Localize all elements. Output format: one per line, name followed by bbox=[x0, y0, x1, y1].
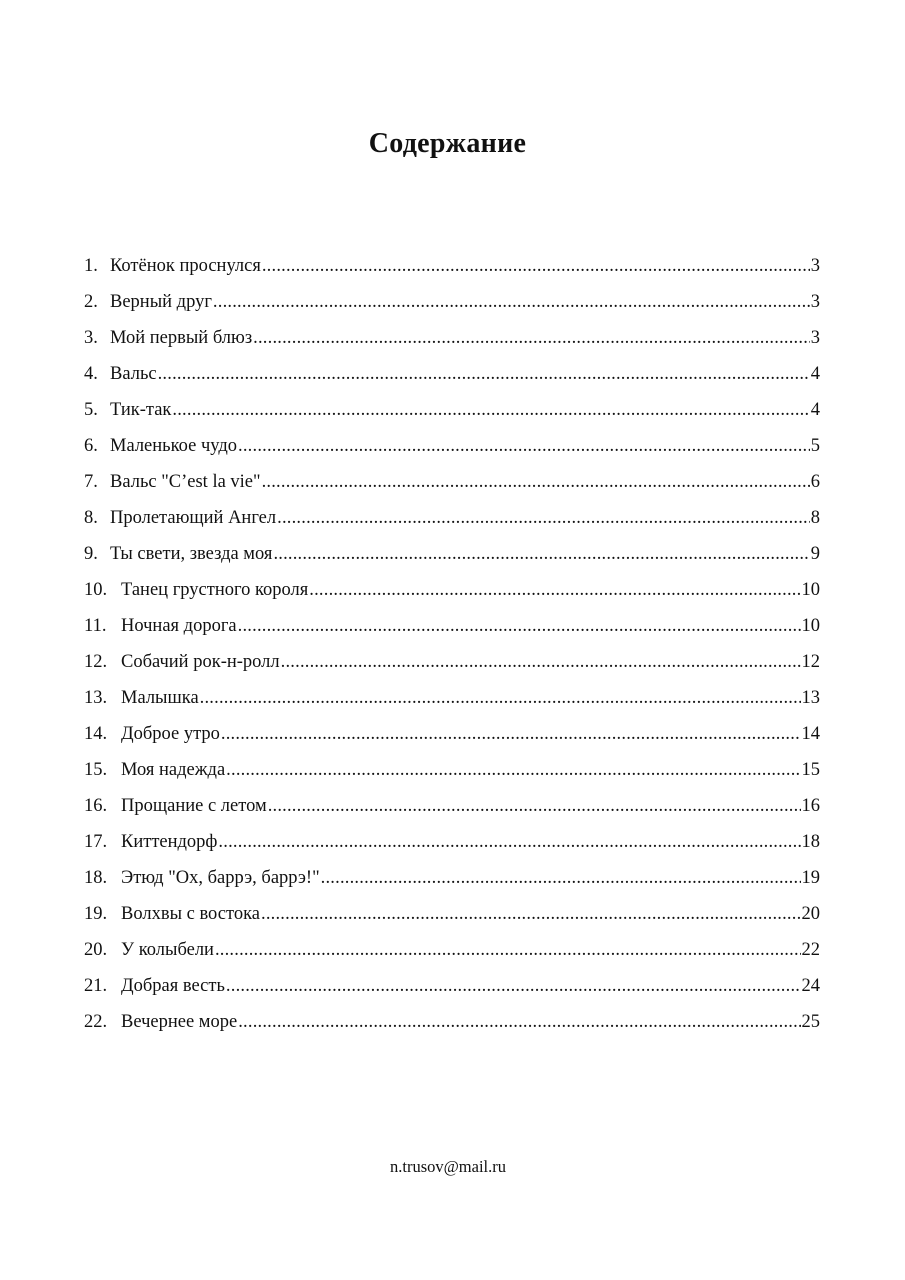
toc-entry-number: 21. bbox=[84, 976, 108, 996]
toc-entry-title: Волхвы с востока bbox=[121, 904, 260, 924]
toc-entry-number: 4. bbox=[84, 364, 98, 384]
toc-entry[interactable] bbox=[84, 828, 820, 864]
toc-entry[interactable] bbox=[84, 432, 820, 468]
toc-dot-leader bbox=[226, 972, 801, 1000]
toc-entry[interactable] bbox=[84, 648, 820, 684]
toc-entry-title: Моя надежда bbox=[121, 760, 226, 780]
toc-entry-page: 9 bbox=[810, 544, 820, 564]
footer-email: n.trusov@mail.ru bbox=[389, 1157, 506, 1176]
toc-dot-leader bbox=[262, 468, 810, 496]
toc-entry[interactable] bbox=[84, 468, 820, 504]
toc-entry-page: 10 bbox=[801, 580, 820, 600]
toc-dot-leader bbox=[200, 684, 801, 712]
toc-dot-leader bbox=[281, 648, 801, 676]
toc-entry-page: 24 bbox=[801, 976, 820, 996]
toc-entry-page: 10 bbox=[801, 616, 820, 636]
toc-dot-leader bbox=[218, 828, 800, 856]
toc-dot-leader bbox=[268, 792, 801, 820]
toc-dot-leader bbox=[238, 1008, 800, 1036]
toc-entry-title: Добрая весть bbox=[121, 976, 225, 996]
toc-entry-number: 22. bbox=[84, 1012, 108, 1032]
toc-entry[interactable] bbox=[84, 504, 820, 540]
toc-entry-number: 20. bbox=[84, 940, 108, 960]
toc-entry-title: Ночная дорога bbox=[121, 616, 237, 636]
toc-entry-title: Котёнок проснулся bbox=[110, 256, 261, 276]
toc-entry-number: 2. bbox=[84, 292, 98, 312]
toc-entry-page: 3 bbox=[810, 328, 820, 348]
toc-dot-leader bbox=[172, 396, 809, 424]
toc-dot-leader bbox=[262, 252, 810, 280]
toc-dot-leader bbox=[277, 504, 810, 532]
toc-dot-leader bbox=[238, 612, 801, 640]
toc-entry-number: 12. bbox=[84, 652, 108, 672]
toc-entry-page: 25 bbox=[801, 1012, 820, 1032]
toc-dot-leader bbox=[321, 864, 801, 892]
toc-entry[interactable] bbox=[84, 612, 820, 648]
toc-entry-title: Танец грустного короля bbox=[121, 580, 309, 600]
toc-entry-page: 16 bbox=[801, 796, 820, 816]
toc-entry-number: 14. bbox=[84, 724, 108, 744]
toc-entry-title: Маленькое чудо bbox=[110, 436, 238, 456]
toc-entry[interactable] bbox=[84, 900, 820, 936]
toc-entry[interactable] bbox=[84, 360, 820, 396]
toc-dot-leader bbox=[226, 756, 800, 784]
toc-entry-page: 20 bbox=[801, 904, 820, 924]
toc-dot-leader bbox=[273, 540, 809, 568]
toc-entry-number: 17. bbox=[84, 832, 108, 852]
toc-entry-title: Ты свети, звезда моя bbox=[110, 544, 273, 564]
toc-entry-title: Вечернее море bbox=[121, 1012, 238, 1032]
toc-entry-number: 1. bbox=[84, 256, 98, 276]
toc-entry-number: 5. bbox=[84, 400, 98, 420]
toc-dot-leader bbox=[238, 432, 810, 460]
toc-entry-page: 4 bbox=[810, 400, 820, 420]
toc-entry-number: 19. bbox=[84, 904, 108, 924]
toc-entry-page: 6 bbox=[810, 472, 820, 492]
toc-entry-number: 15. bbox=[84, 760, 108, 780]
toc-entry-page: 18 bbox=[801, 832, 820, 852]
toc-entry-number: 11. bbox=[84, 616, 107, 636]
toc-entry[interactable] bbox=[84, 684, 820, 720]
toc-entry-page: 8 bbox=[810, 508, 820, 528]
toc-entry-title: Киттендорф bbox=[121, 832, 218, 852]
toc-entry-page: 4 bbox=[810, 364, 820, 384]
toc-dot-leader bbox=[221, 720, 801, 748]
toc-entry-title: Мой первый блюз bbox=[110, 328, 253, 348]
toc-entry-page: 13 bbox=[801, 688, 820, 708]
toc-entry-title: Доброе утро bbox=[121, 724, 220, 744]
toc-dot-leader bbox=[261, 900, 801, 928]
toc-entry-page: 14 bbox=[801, 724, 820, 744]
toc-entry-number: 6. bbox=[84, 436, 98, 456]
toc-entry-title: Верный друг bbox=[110, 292, 212, 312]
toc-entry[interactable] bbox=[84, 972, 820, 1008]
toc-entry-title: Малышка bbox=[121, 688, 199, 708]
toc-entry-page: 12 bbox=[801, 652, 820, 672]
toc-entry-title: Вальс "C’est la vie" bbox=[110, 472, 261, 492]
toc-entry[interactable] bbox=[84, 936, 820, 972]
toc-entry-page: 19 bbox=[801, 868, 820, 888]
toc-dot-leader bbox=[215, 936, 801, 964]
toc-dot-leader bbox=[213, 288, 810, 316]
table-of-contents bbox=[84, 252, 820, 1044]
toc-entry[interactable] bbox=[84, 252, 820, 288]
toc-entry[interactable] bbox=[84, 288, 820, 324]
toc-entry-title: У колыбели bbox=[121, 940, 214, 960]
toc-entry-title: Вальс bbox=[110, 364, 157, 384]
toc-entry[interactable] bbox=[84, 576, 820, 612]
page-title: Содержание bbox=[368, 128, 527, 159]
toc-entry-title: Этюд "Ох, баррэ, баррэ!" bbox=[121, 868, 320, 888]
toc-entry-number: 16. bbox=[84, 796, 108, 816]
toc-entry[interactable] bbox=[84, 756, 820, 792]
toc-entry-number: 10. bbox=[84, 580, 108, 600]
toc-entry-number: 13. bbox=[84, 688, 108, 708]
toc-entry-title: Тик-так bbox=[110, 400, 172, 420]
toc-entry-page: 5 bbox=[810, 436, 820, 456]
toc-entry[interactable] bbox=[84, 864, 820, 900]
toc-entry[interactable] bbox=[84, 540, 820, 576]
toc-dot-leader bbox=[253, 324, 810, 352]
toc-dot-leader bbox=[158, 360, 810, 388]
toc-entry[interactable] bbox=[84, 792, 820, 828]
toc-entry-title: Прощание с летом bbox=[121, 796, 267, 816]
toc-entry-number: 8. bbox=[84, 508, 98, 528]
toc-entry[interactable] bbox=[84, 720, 820, 756]
toc-entry-number: 3. bbox=[84, 328, 98, 348]
toc-entry[interactable] bbox=[84, 324, 820, 360]
toc-entry-number: 7. bbox=[84, 472, 98, 492]
toc-entry[interactable] bbox=[84, 1008, 820, 1044]
toc-entry-number: 9. bbox=[84, 544, 98, 564]
toc-entry-number: 18. bbox=[84, 868, 108, 888]
toc-entry-page: 3 bbox=[810, 256, 820, 276]
toc-entry[interactable] bbox=[84, 396, 820, 432]
toc-dot-leader bbox=[309, 576, 800, 604]
toc-entry-title: Пролетающий Ангел bbox=[110, 508, 277, 528]
toc-entry-title: Собачий рок-н-ролл bbox=[121, 652, 280, 672]
toc-entry-page: 3 bbox=[810, 292, 820, 312]
toc-entry-page: 15 bbox=[801, 760, 820, 780]
toc-entry-page: 22 bbox=[801, 940, 820, 960]
